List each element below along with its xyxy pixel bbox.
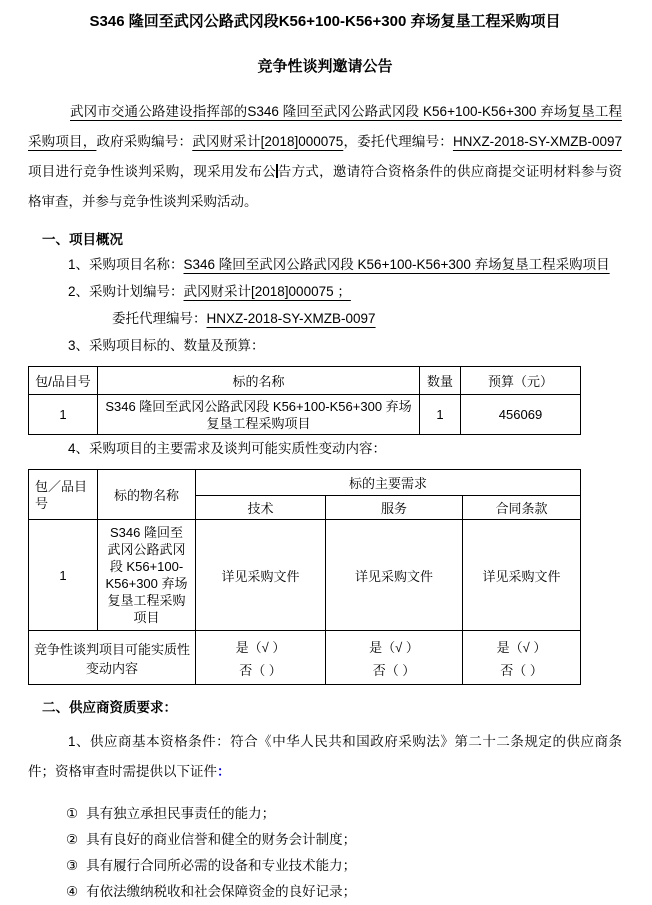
section2-item1	[28, 727, 622, 787]
req-header-subject-name: 标的物名称	[98, 470, 196, 520]
no-unchecked: 否（ ）	[500, 662, 543, 678]
circled-number-4: ④	[66, 884, 79, 899]
section1-heading: 一、项目概况	[42, 232, 123, 247]
intro-procurement-no-value: 武冈财采计[2018]000075	[192, 134, 344, 149]
list-item	[66, 801, 622, 827]
budget-cell-budget: 456069	[461, 395, 581, 435]
req-header-contract-terms: 合同条款	[463, 496, 581, 520]
item1-value: S346 隆回至武冈公路武冈段 K56+100-K56+300 弃场复垦工程采购项目	[183, 257, 610, 272]
req-header-service: 服务	[326, 496, 463, 520]
budget-header-subject-name: 标的名称	[98, 367, 420, 395]
item2b-label: 委托代理编号：	[112, 311, 207, 326]
budget-table	[28, 366, 581, 435]
budget-header-quantity: 数量	[420, 367, 461, 395]
yes-checked: 是（√ ）	[496, 639, 547, 655]
item2-label: 2、采购计划编号：	[68, 284, 184, 299]
list-item	[66, 827, 622, 853]
circled-number-2: ②	[66, 832, 79, 847]
blue-colon: ：	[217, 764, 231, 779]
yes-checked: 是（√ ）	[235, 639, 286, 655]
item1-label: 1、采购项目名称：	[68, 257, 184, 272]
intro-body-text-1: 项目进行竞争性谈判采购，现采用发布公	[28, 164, 277, 179]
certificate-conditions-list	[66, 801, 622, 905]
substantive-change-contract	[463, 631, 581, 685]
item2-value: 武冈财采计[2018]000075 ；	[183, 284, 351, 299]
condition-text: 有依法缴纳税收和社会保障资金的良好记录；	[86, 884, 357, 899]
section1-item2	[68, 278, 622, 305]
requirements-table	[28, 469, 581, 685]
req-cell-technical: 详见采购文件	[196, 520, 326, 631]
req-header-technical: 技术	[196, 496, 326, 520]
budget-header-budget: 预算（元）	[461, 367, 581, 395]
document-title-line1: S346 隆回至武冈公路武冈段K56+100-K56+300 弃场复垦工程采购项目	[89, 13, 561, 30]
document-title-line2: 竞争性谈判邀请公告	[257, 58, 393, 75]
budget-table-header-row	[29, 367, 581, 395]
substantive-change-service	[326, 631, 463, 685]
substantive-change-label: 竞争性谈判项目可能实质性变动内容	[29, 631, 196, 685]
intro-procurement-no-label: 政府采购编号：	[96, 134, 193, 149]
budget-header-package-no: 包/品目号	[29, 367, 98, 395]
intro-body-text-2: 告方式，邀请符合资格条件的供应商提交证明材料参与资格审查，并参与竞争性谈判采购活动。	[28, 164, 623, 209]
list-item	[66, 853, 622, 879]
intro-project-name-underlined: 武冈市交通公路建设指挥部的S346 隆回至武冈公路武冈段 K56+100-K56+300 弃场复垦工程采购项目，	[28, 104, 622, 149]
no-unchecked: 否（ ）	[239, 662, 282, 678]
req-cell-subject-name: S346 隆回至武冈公路武冈段 K56+100-K56+300 弃场复垦工程采购项目	[98, 520, 196, 631]
section1-item3: 3、采购项目标的、数量及预算：	[68, 338, 265, 353]
list-item	[66, 879, 622, 905]
yes-checked: 是（√ ）	[369, 639, 419, 655]
condition-text: 具有良好的商业信誉和健全的财务会计制度；	[86, 832, 357, 847]
intro-agency-no-value: HNXZ-2018-SY-XMZB-0097	[452, 134, 623, 149]
substantive-change-technical	[196, 631, 326, 685]
req-cell-package-no: 1	[29, 520, 98, 631]
intro-paragraph	[28, 97, 622, 217]
substantive-change-row	[29, 631, 581, 685]
requirements-header-row1	[29, 470, 581, 496]
budget-cell-package-no: 1	[29, 395, 98, 435]
req-cell-contract-terms: 详见采购文件	[463, 520, 581, 631]
circled-number-1: ①	[66, 806, 79, 821]
section1-item2b	[112, 305, 622, 332]
condition-text: 具有独立承担民事责任的能力；	[86, 806, 276, 821]
no-unchecked: 否（ ）	[372, 662, 416, 678]
budget-table-row	[29, 395, 581, 435]
budget-cell-quantity: 1	[420, 395, 461, 435]
req-cell-service: 详见采购文件	[326, 520, 463, 631]
circled-number-3: ③	[66, 858, 79, 873]
requirements-data-row	[29, 520, 581, 631]
budget-cell-subject-name: S346 隆回至武冈公路武冈段 K56+100-K56+300 弃场复垦工程采购项目	[98, 395, 420, 435]
section2-heading: 二、供应商资质要求：	[42, 700, 177, 715]
condition-text: 具有履行合同所必需的设备和专业技术能力；	[86, 858, 357, 873]
req-header-main-requirements: 标的主要需求	[196, 470, 581, 496]
section1-item4: 4、采购项目的主要需求及谈判可能实质性变动内容：	[68, 441, 387, 456]
supplier-basic-conditions-text: 1、供应商基本资格条件：符合《中华人民共和国政府采购法》第二十二条规定的供应商条件；资格审查时需提供以下证件	[28, 734, 622, 779]
req-header-package-no: 包／品目号	[29, 470, 98, 520]
intro-agency-no-label: ，委托代理编号：	[343, 134, 453, 149]
section1-item1	[68, 251, 622, 278]
item2b-value: HNXZ-2018-SY-XMZB-0097	[206, 311, 376, 326]
